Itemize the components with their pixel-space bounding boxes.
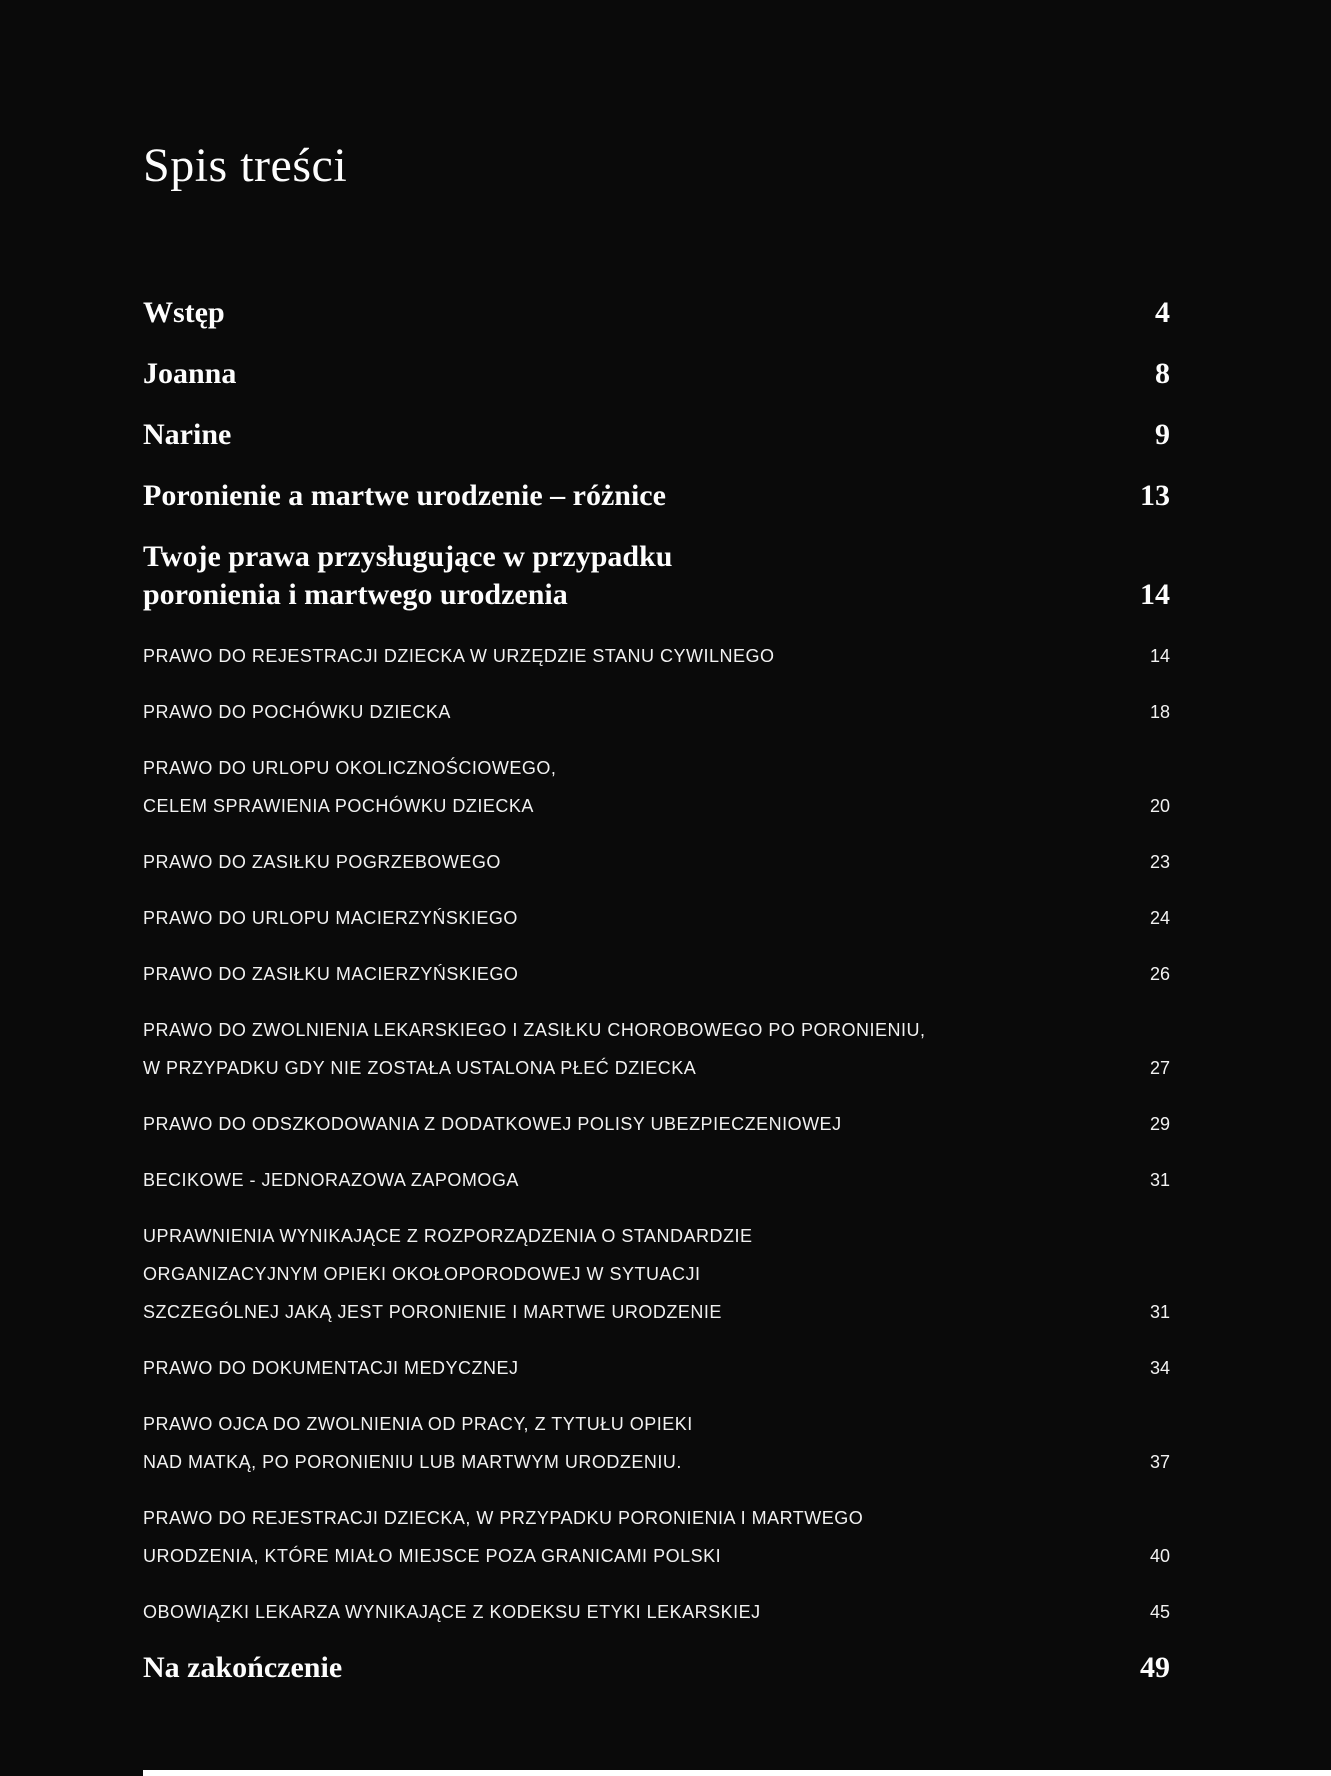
- toc-entry: [143, 294, 1170, 332]
- toc-entry-page: 37: [1149, 1452, 1170, 1472]
- toc-entry: [143, 477, 1170, 515]
- toc-entry-page: 9: [1155, 418, 1170, 451]
- toc-entry: [143, 538, 1170, 614]
- toc-entry-page: 20: [1149, 796, 1170, 816]
- toc-entry-title-line: poronienia i martwego urodzenia: [143, 578, 568, 611]
- toc-entry: [143, 899, 1170, 937]
- toc-entry: [143, 1349, 1170, 1387]
- toc-entry-title-line: PRAWO DO ZASIŁKU POGRZEBOWEGO: [143, 852, 501, 872]
- toc-entry-title-line: PRAWO DO DOKUMENTACJI MEDYCZNEJ: [143, 1358, 519, 1378]
- toc-entry-title: [143, 477, 1140, 515]
- toc-entry-title: [143, 1649, 1140, 1687]
- toc-entry: [143, 416, 1170, 454]
- toc-entry-title-line: UPRAWNIENIA WYNIKAJĄCE Z ROZPORZĄDZENIA O STANDARDZIE: [143, 1226, 753, 1246]
- toc-entry-title: [143, 1217, 1150, 1331]
- toc-entry-page: 40: [1149, 1546, 1170, 1566]
- toc-entry-title-line: Narine: [143, 418, 232, 451]
- toc-entry-title-line: PRAWO DO ODSZKODOWANIA Z DODATKOWEJ POLISY UBEZPIECZENIOWEJ: [143, 1114, 842, 1134]
- toc-entry-page: 24: [1149, 908, 1170, 928]
- toc-entry-title: [143, 355, 1155, 393]
- toc-entry-page: 29: [1149, 1114, 1170, 1134]
- toc-entry-title-line: PRAWO DO POCHÓWKU DZIECKA: [143, 702, 451, 722]
- page-title: Spis treści: [143, 139, 348, 192]
- toc-entry-page: 8: [1155, 357, 1170, 390]
- toc-entry: [143, 1105, 1170, 1143]
- toc-entry-title: [143, 749, 1150, 825]
- toc-entry-title-line: Joanna: [143, 357, 237, 390]
- toc-entry: [143, 1161, 1170, 1199]
- toc-entry-page: 13: [1140, 479, 1170, 512]
- toc-entry-title-line: PRAWO OJCA DO ZWOLNIENIA OD PRACY, Z TYTUŁU OPIEKI: [143, 1414, 693, 1434]
- toc-entry-title: [143, 1499, 1150, 1575]
- toc-entry: [143, 749, 1170, 825]
- toc-entry-title-line: OBOWIĄZKI LEKARZA WYNIKAJĄCE Z KODEKSU ETYKI LEKARSKIEJ: [143, 1602, 761, 1622]
- toc-entry-title-line: PRAWO DO URLOPU MACIERZYŃSKIEGO: [143, 908, 518, 928]
- toc-entry: [143, 1011, 1170, 1087]
- toc-entry-page: 14: [1140, 578, 1170, 611]
- toc-entry-title-line: W PRZYPADKU GDY NIE ZOSTAŁA USTALONA PŁEĆ DZIECKA: [143, 1058, 697, 1078]
- toc-entry: [143, 355, 1170, 393]
- toc-entry-title-line: BECIKOWE - JEDNORAZOWA ZAPOMOGA: [143, 1170, 519, 1190]
- toc-entry-title: [143, 1161, 1150, 1199]
- toc-entry-title: [143, 693, 1150, 731]
- toc-entry-title: [143, 637, 1150, 675]
- toc-entry-title-line: Twoje prawa przysługujące w przypadku: [143, 540, 673, 573]
- toc-entry-title-line: PRAWO DO ZWOLNIENIA LEKARSKIEGO I ZASIŁKU CHOROBOWEGO PO PORONIENIU,: [143, 1020, 926, 1040]
- toc-entry-page: 18: [1149, 702, 1170, 722]
- toc-list: [143, 294, 1170, 1687]
- toc-entry-title: [143, 1011, 1150, 1087]
- toc-entry: [143, 955, 1170, 993]
- toc-entry-title-line: URODZENIA, KTÓRE MIAŁO MIEJSCE POZA GRANICAMI POLSKI: [143, 1546, 722, 1566]
- toc-entry-title: [143, 416, 1155, 454]
- toc-entry: [143, 1405, 1170, 1481]
- toc-entry: [143, 693, 1170, 731]
- toc-entry-page: 45: [1149, 1602, 1170, 1622]
- toc-entry-title-line: NAD MATKĄ, PO PORONIENIU LUB MARTWYM URODZENIU.: [143, 1452, 682, 1472]
- toc-entry-title-line: CELEM SPRAWIENIA POCHÓWKU DZIECKA: [143, 796, 534, 816]
- toc-entry: [143, 1499, 1170, 1575]
- toc-entry-title: [143, 843, 1150, 881]
- toc-entry-title-line: PRAWO DO REJESTRACJI DZIECKA, W PRZYPADKU PORONIENIA I MARTWEGO: [143, 1508, 864, 1528]
- toc-entry-title: [143, 1105, 1150, 1143]
- toc-entry-page: 14: [1149, 646, 1170, 666]
- toc-entry: [143, 1649, 1170, 1687]
- toc-entry-title-line: Poronienie a martwe urodzenie – różnice: [143, 479, 666, 512]
- toc-entry-title: [143, 1593, 1150, 1631]
- toc-entry: [143, 843, 1170, 881]
- page-bottom-rule: [143, 1770, 1331, 1776]
- toc-entry-title-line: SZCZEGÓLNEJ JAKĄ JEST PORONIENIE I MARTWE URODZENIE: [143, 1302, 722, 1322]
- toc-entry-title: [143, 899, 1150, 937]
- toc-entry-page: 27: [1149, 1058, 1170, 1078]
- toc-entry-page: 26: [1149, 964, 1170, 984]
- toc-entry-title: [143, 1405, 1150, 1481]
- toc-entry-page: 31: [1149, 1170, 1170, 1190]
- toc-entry-page: 23: [1149, 852, 1170, 872]
- toc-entry-title-line: Wstęp: [143, 296, 225, 329]
- toc-entry-title-line: PRAWO DO URLOPU OKOLICZNOŚCIOWEGO,: [143, 758, 557, 778]
- toc-entry-title: [143, 955, 1150, 993]
- toc-entry-title: [143, 294, 1155, 332]
- toc-entry-title-line: PRAWO DO REJESTRACJI DZIECKA W URZĘDZIE STANU CYWILNEGO: [143, 646, 775, 666]
- toc-entry: [143, 1217, 1170, 1331]
- toc-entry-title-line: ORGANIZACYJNYM OPIEKI OKOŁOPORODOWEJ W SYTUACJI: [143, 1264, 701, 1284]
- toc-entry: [143, 1593, 1170, 1631]
- toc-entry-page: 34: [1149, 1358, 1170, 1378]
- toc-entry-page: 49: [1140, 1651, 1170, 1684]
- toc-entry-title-line: PRAWO DO ZASIŁKU MACIERZYŃSKIEGO: [143, 964, 519, 984]
- toc-entry-title: [143, 538, 1140, 614]
- toc-entry-page: 31: [1149, 1302, 1170, 1322]
- toc-entry-title-line: Na zakończenie: [143, 1651, 343, 1684]
- toc-entry-title: [143, 1349, 1150, 1387]
- toc-entry-page: 4: [1155, 296, 1170, 329]
- toc-entry: [143, 637, 1170, 675]
